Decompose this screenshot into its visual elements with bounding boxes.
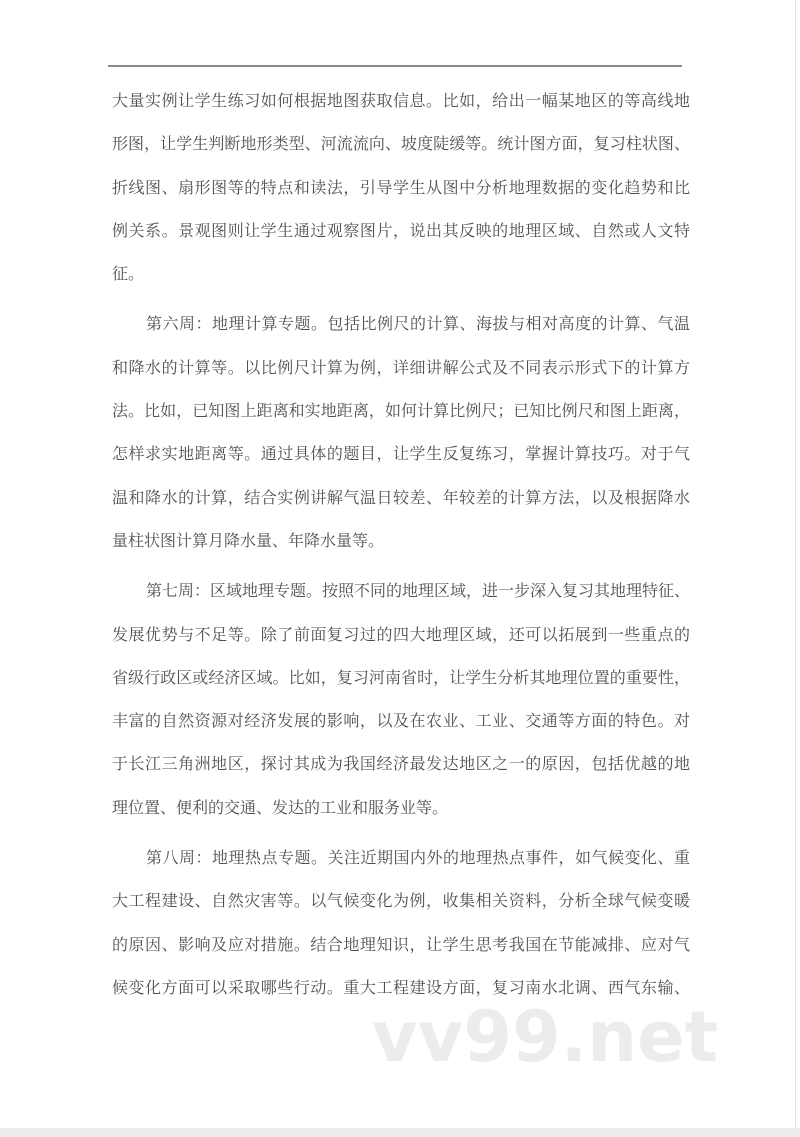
- page-edge: [795, 0, 796, 1137]
- watermark: vv99.net: [372, 996, 719, 1078]
- document-body: [112, 86, 690, 1023]
- paragraph-week-8: [112, 843, 690, 1016]
- text-line: 候变化方面可以采取哪些行动。重大工程建设方面，复习南水北调、西气东输、: [112, 977, 690, 997]
- text-line: 大量实例让学生练习如何根据地图获取信息。比如，给出一幅某地区的等高线地: [112, 91, 690, 110]
- text-line: 折线图、扇形图等的特点和读法，引导学生从图中分析地理数据的变化趋势和比: [112, 177, 690, 197]
- text-line: 于长江三角洲地区，探讨其成为我国经济最发达地区之一的原因，包括优越的地: [112, 754, 690, 774]
- text-line: 第八周：地理热点专题。关注近期国内外的地理热点事件，如气候变化、重: [146, 848, 690, 868]
- text-line: 大工程建设、自然灾害等。以气候变化为例，收集相关资料，分析全球气候变暖: [112, 891, 690, 911]
- text-line: 征。: [112, 264, 145, 284]
- text-line: 发展优势与不足等。除了前面复习过的四大地理区域，还可以拓展到一些重点的: [112, 624, 690, 644]
- paragraph-1: [112, 86, 690, 302]
- text-line: 形图，让学生判断地形类型、河流流向、坡度陡缓等。统计图方面，复习柱状图、: [112, 134, 690, 154]
- text-line: 第七周：区域地理专题。按照不同的地理区域，进一步深入复习其地理特征、: [146, 581, 691, 601]
- text-line: 理位置、便利的交通、发达的工业和服务业等。: [112, 797, 449, 817]
- text-line: 例关系。景观图则让学生通过观察图片，说出其反映的地理区域、自然或人文特: [112, 220, 690, 240]
- paragraph-week-6: [112, 309, 690, 569]
- text-line: 丰富的自然资源对经济发展的影响，以及在农业、工业、交通等方面的特色。对: [112, 711, 690, 731]
- text-line: 的原因、影响及应对措施。结合地理知识，让学生思考我国在节能减排、应对气: [112, 934, 690, 954]
- text-line: 怎样求实地距离等。通过具体的题目，让学生反复练习，掌握计算技巧。对于气: [112, 444, 690, 464]
- paragraph-week-7: [112, 576, 690, 836]
- text-line: 和降水的计算等。以比例尺计算为例，详细讲解公式及不同表示形式下的计算方: [112, 357, 690, 377]
- text-line: 量柱状图计算月降水量、年降水量等。: [112, 530, 385, 550]
- text-line: 法。比如，已知图上距离和实地距离，如何计算比例尺；已知比例尺和图上距离，: [112, 401, 690, 421]
- header-rule: [108, 65, 682, 67]
- text-line: 第六周：地理计算专题。包括比例尺的计算、海拔与相对高度的计算、气温: [146, 314, 690, 334]
- page-bottom-edge: [0, 1128, 800, 1137]
- text-line: 温和降水的计算，结合实例讲解气温日较差、年较差的计算方法，以及根据降水: [112, 487, 690, 507]
- text-line: 省级行政区或经济区域。比如，复习河南省时，让学生分析其地理位置的重要性，: [112, 667, 690, 687]
